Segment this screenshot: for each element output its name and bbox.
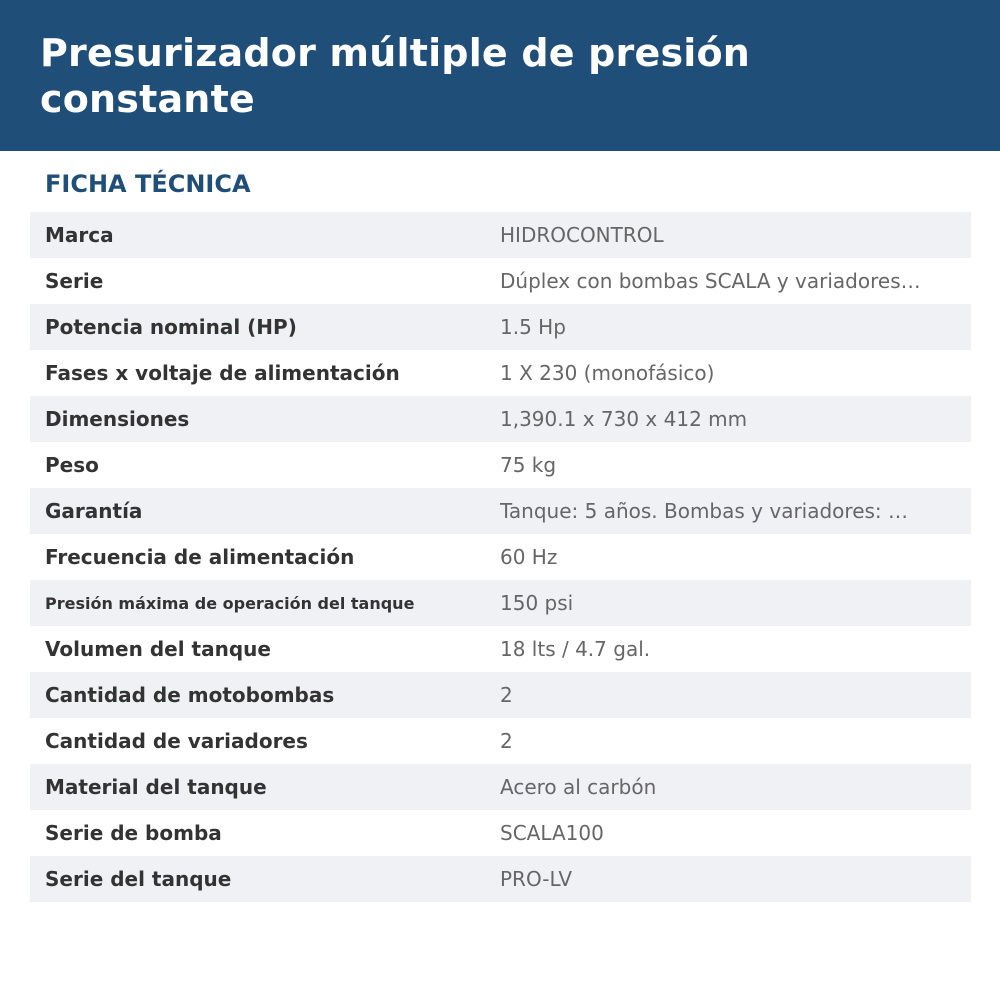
spec-value: HIDROCONTROL (500, 223, 664, 247)
spec-row-garantia (30, 488, 971, 534)
spec-row-presion (30, 580, 971, 626)
spec-label: Cantidad de motobombas (45, 683, 335, 707)
spec-value: PRO-LV (500, 867, 573, 891)
spec-value: Tanque: 5 años. Bombas y variadores: … (500, 499, 909, 523)
spec-label: Garantía (45, 499, 143, 523)
spec-value: 2 (500, 729, 513, 753)
spec-value: 150 psi (500, 591, 574, 615)
spec-row-frecuencia (30, 534, 971, 580)
spec-row-marca (30, 212, 971, 258)
spec-label: Marca (45, 223, 114, 247)
spec-row-material (30, 764, 971, 810)
spec-value: 60 Hz (500, 545, 558, 569)
spec-label: Serie (45, 269, 104, 293)
spec-value: 2 (500, 683, 513, 707)
spec-value: 18 lts / 4.7 gal. (500, 637, 651, 661)
spec-label: Presión máxima de operación del tanque (45, 593, 415, 613)
spec-row-peso (30, 442, 971, 488)
spec-row-dimensiones (30, 396, 971, 442)
spec-label: Frecuencia de alimentación (45, 545, 355, 569)
spec-row-motobombas (30, 672, 971, 718)
spec-value: Dúplex con bombas SCALA y variadores… (500, 269, 921, 293)
spec-label: Material del tanque (45, 775, 267, 799)
spec-label: Serie de bomba (45, 821, 222, 845)
spec-value: 1 X 230 (monofásico) (500, 361, 715, 385)
spec-label: Serie del tanque (45, 867, 232, 891)
spec-value: Acero al carbón (500, 775, 657, 799)
spec-value: 1.5 Hp (500, 315, 566, 339)
spec-row-potencia (30, 304, 971, 350)
page-header (0, 0, 1000, 151)
spec-label: Dimensiones (45, 407, 190, 431)
spec-label: Potencia nominal (HP) (45, 315, 297, 339)
spec-label: Volumen del tanque (45, 637, 271, 661)
spec-label: Fases x voltaje de alimentación (45, 361, 400, 385)
spec-value: SCALA100 (500, 821, 604, 845)
spec-row-serie-bomba (30, 810, 971, 856)
spec-row-volumen (30, 626, 971, 672)
spec-value: 75 kg (500, 453, 557, 477)
spec-label: Peso (45, 453, 99, 477)
spec-row-serie (30, 258, 971, 304)
spec-value: 1,390.1 x 730 x 412 mm (500, 407, 748, 431)
spec-row-fases (30, 350, 971, 396)
spec-table (30, 212, 971, 902)
spec-label: Cantidad de variadores (45, 729, 308, 753)
page-title: Presurizador múltiple de presión constante (40, 31, 751, 121)
section-title: FICHA TÉCNICA (45, 170, 251, 198)
spec-row-variadores (30, 718, 971, 764)
spec-row-serie-tanque (30, 856, 971, 902)
